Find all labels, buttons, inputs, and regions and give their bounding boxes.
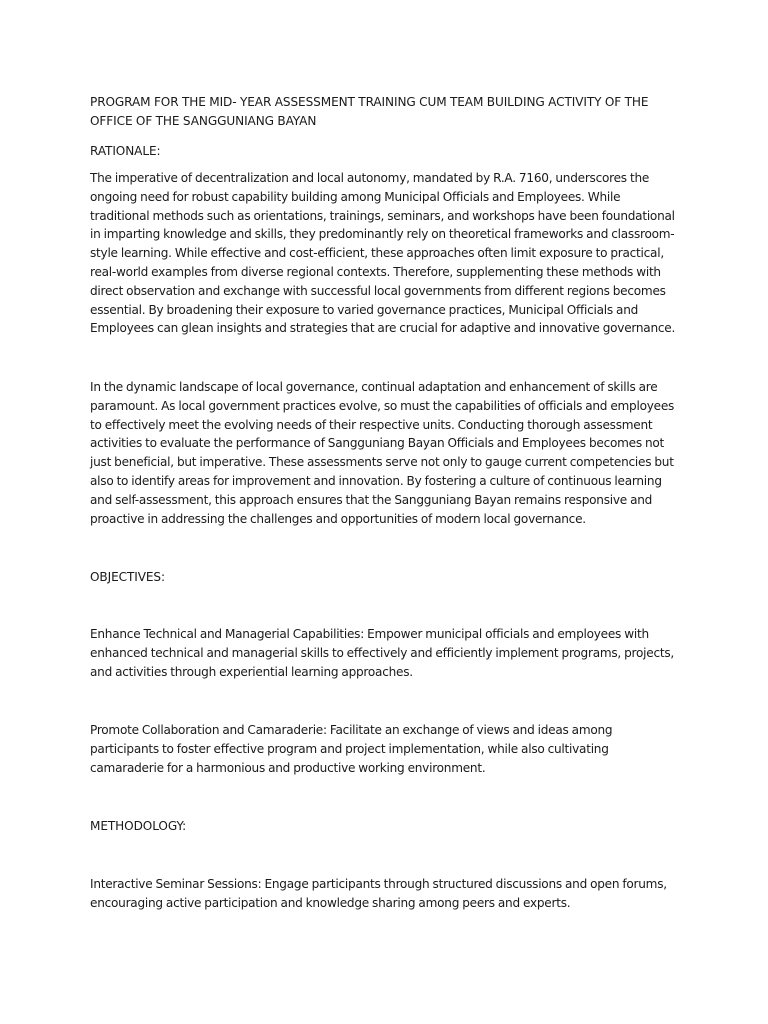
- objectives-heading: OBJECTIVES:: [90, 570, 165, 584]
- rationale-heading: RATIONALE:: [90, 144, 161, 158]
- objective-item-2: Promote Collaboration and Camaraderie: Facilitate an exchange of views and ideas among participants to foster effective program and project implementation, while also cultivating camaraderie for a harmonious and productive working environment.: [90, 723, 613, 775]
- rationale-paragraph-2: In the dynamic landscape of local governance, continual adaptation and enhancement of skills are paramount. As local government practices evolve, so must the capabilities of officials and employees to effectively meet the evolving needs of their respective units. Conducting thorough assessment activities to evaluate the performance of Sangguniang Bayan Officials and Employees becomes not just beneficial, but imperative. These assessments serve not only to gauge current competencies but also to identify areas for improvement and innovation. By fostering a culture of continuous learning and self-assessment, this approach ensures that the Sangguniang Bayan remains responsive and proactive in addressing the challenges and opportunities of modern local governance.: [90, 380, 675, 526]
- methodology-heading: METHODOLOGY:: [90, 819, 187, 833]
- methodology-item-1: Interactive Seminar Sessions: Engage participants through structured discussions and open forums, encouraging active participation and knowledge sharing among peers and experts.: [90, 877, 667, 910]
- document-title: PROGRAM FOR THE MID- YEAR ASSESSMENT TRAINING CUM TEAM BUILDING ACTIVITY OF THE OFFICE OF THE SANGGUNIANG BAYAN: [90, 95, 649, 128]
- rationale-paragraph-1: The imperative of decentralization and local autonomy, mandated by R.A. 7160, underscores the ongoing need for robust capability building among Municipal Officials and Employees. While traditional methods such as orientations, trainings, seminars, and workshops have been foundational in imparting knowledge and skills, they predominantly rely on theoretical frameworks and classroom-style learning. While effective and cost-efficient, these approaches often limit exposure to practical, real-world examples from diverse regional contexts. Therefore, supplementing these methods with direct observation and exchange with successful local governments from different regions becomes essential. By broadening their exposure to varied governance practices, Municipal Officials and Employees can glean insights and strategies that are crucial for adaptive and innovative governance.: [90, 171, 676, 336]
- objective-item-1: Enhance Technical and Managerial Capabilities: Empower municipal officials and employees with enhanced technical and managerial skills to effectively and efficiently implement programs, projects, and activities through experiential learning approaches.: [90, 627, 674, 679]
